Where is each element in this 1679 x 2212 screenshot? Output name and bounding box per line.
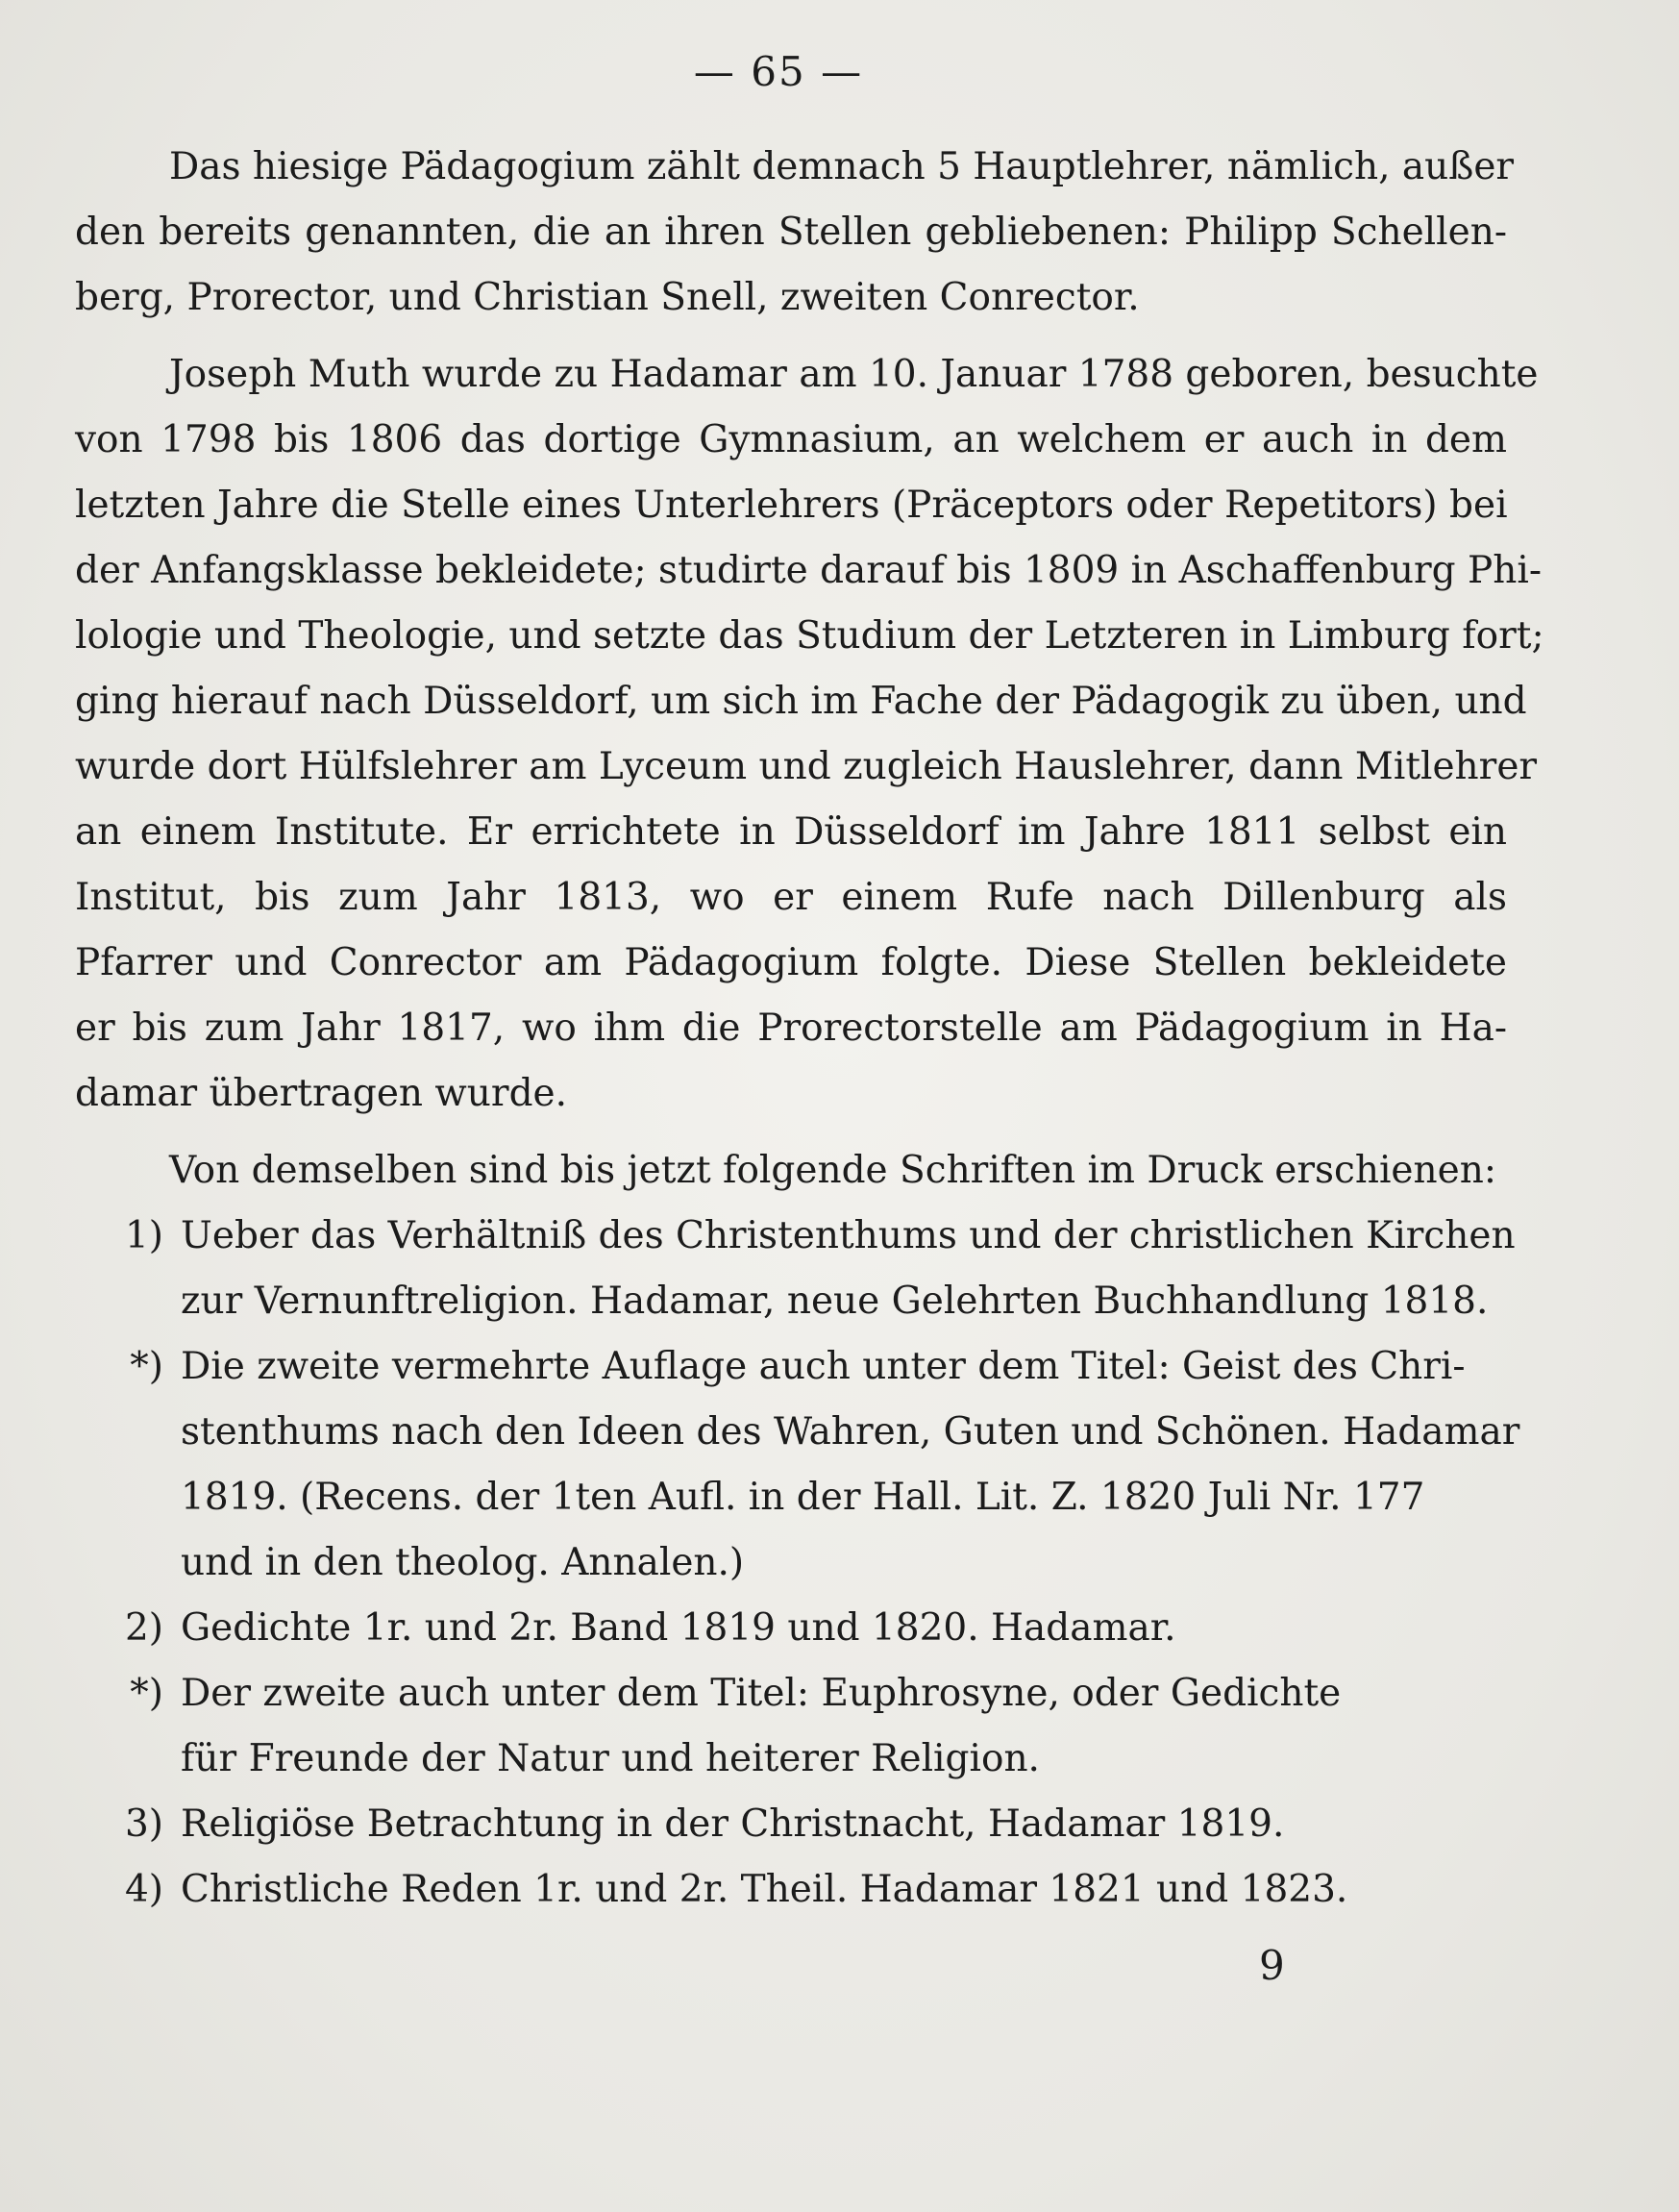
list-item-line bbox=[75, 1661, 1507, 1727]
list-item-line bbox=[75, 1269, 1507, 1334]
list-item-line bbox=[75, 1530, 1507, 1596]
list-item-line bbox=[75, 1596, 1507, 1661]
list-item-line bbox=[75, 1857, 1507, 1923]
text-line: Joseph Muth wurde zu Hadamar am 10. Januar 1788 geboren, besuchte bbox=[169, 353, 1539, 396]
list-item bbox=[75, 1661, 1507, 1792]
text-line: Pfarrer und Conrector am Pädagogium folgte. Diese Stellen bekleidete bbox=[75, 941, 1507, 984]
text-line: den bereits genannten, die an ihren Stellen gebliebenen: Philipp Schellen- bbox=[75, 211, 1507, 254]
list-item-text: Christliche Reden 1r. und 2r. Theil. Hadamar 1821 und 1823. bbox=[181, 1868, 1348, 1911]
list-item-line bbox=[75, 1727, 1507, 1792]
list-item-text: Der zweite auch unter dem Titel: Euphrosyne, oder Gedichte bbox=[181, 1672, 1342, 1715]
text-line: ging hierauf nach Düsseldorf, um sich im Fache der Pädagogik zu üben, und bbox=[75, 680, 1527, 723]
list-item-line bbox=[75, 1204, 1516, 1269]
page-body bbox=[75, 135, 1544, 1923]
text-line: Das hiesige Pädagogium zählt demnach 5 Hauptlehrer, nämlich, außer bbox=[169, 145, 1515, 188]
page-number: — 65 — bbox=[693, 48, 864, 95]
paragraph-biography bbox=[75, 342, 1544, 1127]
text-line: von 1798 bis 1806 das dortige Gymnasium, an welchem er auch in dem bbox=[75, 418, 1507, 461]
signature-mark: 9 bbox=[1259, 1942, 1285, 1989]
list-item-text: und in den theolog. Annalen.) bbox=[181, 1541, 745, 1584]
text-line: an einem Institute. Er errichtete in Düsseldorf im Jahre 1811 selbst ein bbox=[75, 810, 1507, 854]
text-line: damar übertragen wurde. bbox=[75, 1072, 568, 1115]
text-line: wurde dort Hülfslehrer am Lyceum und zugleich Hauslehrer, dann Mitlehrer bbox=[75, 745, 1538, 788]
list-item-text: Gedichte 1r. und 2r. Band 1819 und 1820. Hadamar. bbox=[181, 1606, 1176, 1650]
text-line: er bis zum Jahr 1817, wo ihm die Prorectorstelle am Pädagogium in Ha- bbox=[75, 1007, 1507, 1050]
list-marker: 1) bbox=[124, 1214, 163, 1257]
text-line: Institut, bis zum Jahr 1813, wo er einem Rufe nach Dillenburg als bbox=[75, 876, 1507, 919]
list-item-text: zur Vernunftreligion. Hadamar, neue Gelehrten Buchhandlung 1818. bbox=[181, 1280, 1489, 1323]
text-line: der Anfangsklasse bekleidete; studirte darauf bis 1809 in Aschaffenburg Phi- bbox=[75, 549, 1543, 592]
list-marker: *) bbox=[130, 1345, 163, 1388]
list-item-line bbox=[75, 1334, 1507, 1400]
list-item-text: 1819. (Recens. der 1ten Aufl. in der Hall. Lit. Z. 1820 Juli Nr. 177 bbox=[181, 1476, 1425, 1519]
list-item-line bbox=[75, 1465, 1507, 1530]
paragraph-gap bbox=[75, 1127, 1507, 1138]
list-marker: 2) bbox=[124, 1606, 163, 1650]
list-item bbox=[75, 1334, 1520, 1596]
list-item-text: für Freunde der Natur und heiterer Religion. bbox=[181, 1737, 1040, 1780]
list-item-text: stenthums nach den Ideen des Wahren, Guten und Schönen. Hadamar bbox=[181, 1410, 1520, 1454]
paragraph-works-intro bbox=[75, 1138, 1507, 1204]
list-marker: 4) bbox=[124, 1868, 163, 1911]
text-line: letzten Jahre die Stelle eines Unterlehrers (Präceptors oder Repetitors) bei bbox=[75, 484, 1508, 527]
list-item-line bbox=[75, 1792, 1507, 1857]
list-item bbox=[75, 1204, 1516, 1334]
list-item-text: Die zweite vermehrte Auflage auch unter dem Titel: Geist des Chri- bbox=[181, 1345, 1466, 1388]
list-item bbox=[75, 1792, 1507, 1857]
text-line: berg, Prorector, und Christian Snell, zweiten Conrector. bbox=[75, 276, 1140, 319]
text-line: lologie und Theologie, und setzte das Studium der Letzteren in Limburg fort; bbox=[75, 614, 1544, 658]
list-item-text: Religiöse Betrachtung in der Christnacht, Hadamar 1819. bbox=[181, 1802, 1285, 1846]
list-marker: 3) bbox=[124, 1802, 163, 1846]
text-line: Von demselben sind bis jetzt folgende Schriften im Druck erschienen: bbox=[169, 1149, 1496, 1192]
paragraph-staff bbox=[75, 135, 1515, 331]
list-item bbox=[75, 1857, 1507, 1923]
list-marker: *) bbox=[130, 1672, 163, 1715]
list-item-line bbox=[75, 1400, 1520, 1465]
list-item bbox=[75, 1596, 1507, 1661]
works-list bbox=[75, 1204, 1520, 1923]
paragraph-gap bbox=[75, 331, 1507, 342]
list-item-text: Ueber das Verhältniß des Christenthums und der christlichen Kirchen bbox=[181, 1214, 1516, 1257]
